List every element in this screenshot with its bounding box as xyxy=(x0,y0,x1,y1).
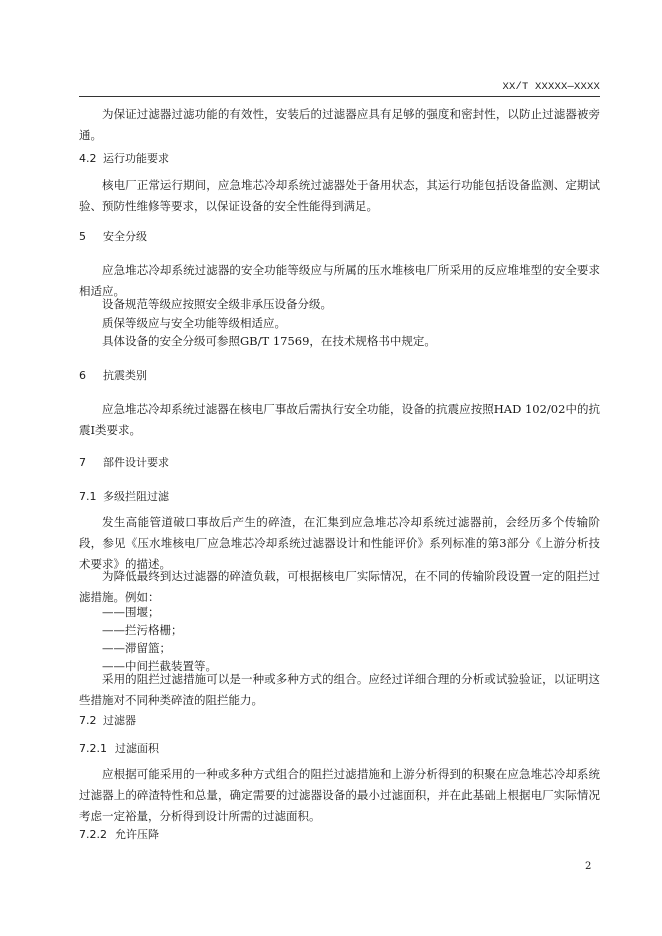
section-4-2-paragraph: 核电厂正常运行期间，应急堆芯冷却系统过滤器处于备用状态，其运行功能包括设备监测、定期试验、预防性维修等要求，以保证设备的安全性能得到满足。 xyxy=(79,178,600,213)
section-6-paragraph: 应急堆芯冷却系统过滤器在核电厂事故后需执行安全功能，设备的抗震应按照HAD 102/02中的抗震Ⅰ类要求。 xyxy=(79,402,600,437)
section-number: 4.2 xyxy=(79,152,97,165)
section-title: 部件设计要求 xyxy=(103,456,169,469)
list-item: ——中间拦截装置等。 xyxy=(102,659,217,673)
section-number: 7.2 xyxy=(79,714,97,727)
section-7-heading xyxy=(79,455,169,471)
list-item: ——滞留篮； xyxy=(102,641,171,655)
section-number: 7.2.1 xyxy=(79,742,107,755)
section-7-2-2-heading xyxy=(79,827,159,843)
section-title: 过滤器 xyxy=(103,714,136,727)
section-4-2-heading xyxy=(79,151,169,167)
section-7-1-heading xyxy=(79,489,169,505)
section-7-1-paragraph-1: 发生高能管道破口事故后产生的碎渣，在汇集到应急堆芯冷却系统过滤器前，会经历多个传输阶段，参见《压水堆核电厂应急堆芯冷却系统过滤器设计和性能评价》系列标准的第3部分《上游分析技术要求》的描述。 xyxy=(79,515,600,571)
list-item: ——围堰； xyxy=(102,605,160,619)
section-number: 7.2.2 xyxy=(79,828,107,841)
intro-paragraph: 为保证过滤器过滤功能的有效性，安装后的过滤器应具有足够的强度和密封性，以防止过滤器被旁通。 xyxy=(79,107,600,142)
header-divider xyxy=(79,96,600,97)
section-5-line: 具体设备的安全分级可参照GB/T 17569，在技术规格书中规定。 xyxy=(102,334,436,348)
section-7-2-1-heading xyxy=(79,741,159,757)
section-number: 5 xyxy=(79,230,86,243)
section-5-line: 设备规范等级应按照安全级非承压设备分级。 xyxy=(102,297,332,311)
section-7-2-heading xyxy=(79,713,136,729)
section-5-line: 质保等级应与安全功能等级相适应。 xyxy=(102,316,286,330)
section-number: 6 xyxy=(79,369,86,382)
list-item: ——拦污格栅； xyxy=(102,623,183,637)
section-5-heading xyxy=(79,229,147,245)
section-7-2-1-paragraph: 应根据可能采用的一种或多种方式组合的阻拦过滤措施和上游分析得到的积聚在应急堆芯冷却系统过滤器上的碎渣特性和总量，确定需要的过滤器设备的最小过滤面积，并在此基础上根据电厂实际情况考虑一定裕量，分析得到设计所需的过滤面积。 xyxy=(79,767,600,823)
section-number: 7.1 xyxy=(79,490,97,503)
section-title: 多级拦阻过滤 xyxy=(103,490,169,503)
section-6-heading xyxy=(79,368,147,384)
section-title: 抗震类别 xyxy=(103,369,147,382)
section-title: 运行功能要求 xyxy=(103,152,169,165)
page-number: 2 xyxy=(585,861,592,872)
section-5-paragraph: 应急堆芯冷却系统过滤器的安全功能等级应与所属的压水堆核电厂所采用的反应堆堆型的安全要求相适应。 xyxy=(79,263,600,298)
section-title: 过滤面积 xyxy=(115,742,159,755)
section-7-1-paragraph-2: 为降低最终到达过滤器的碎渣负载，可根据核电厂实际情况，在不同的传输阶段设置一定的阻拦过滤措施。例如： xyxy=(79,569,600,604)
section-title: 安全分级 xyxy=(103,230,147,243)
document-code: XX/T XXXXX—XXXX xyxy=(502,81,600,93)
section-7-1-paragraph-3: 采用的阻拦过滤措施可以是一种或多种方式的组合。应经过详细合理的分析或试验验证，以证明这些措施对不同种类碎渣的阻拦能力。 xyxy=(79,672,600,707)
section-number: 7 xyxy=(79,456,86,469)
section-title: 允许压降 xyxy=(115,828,159,841)
